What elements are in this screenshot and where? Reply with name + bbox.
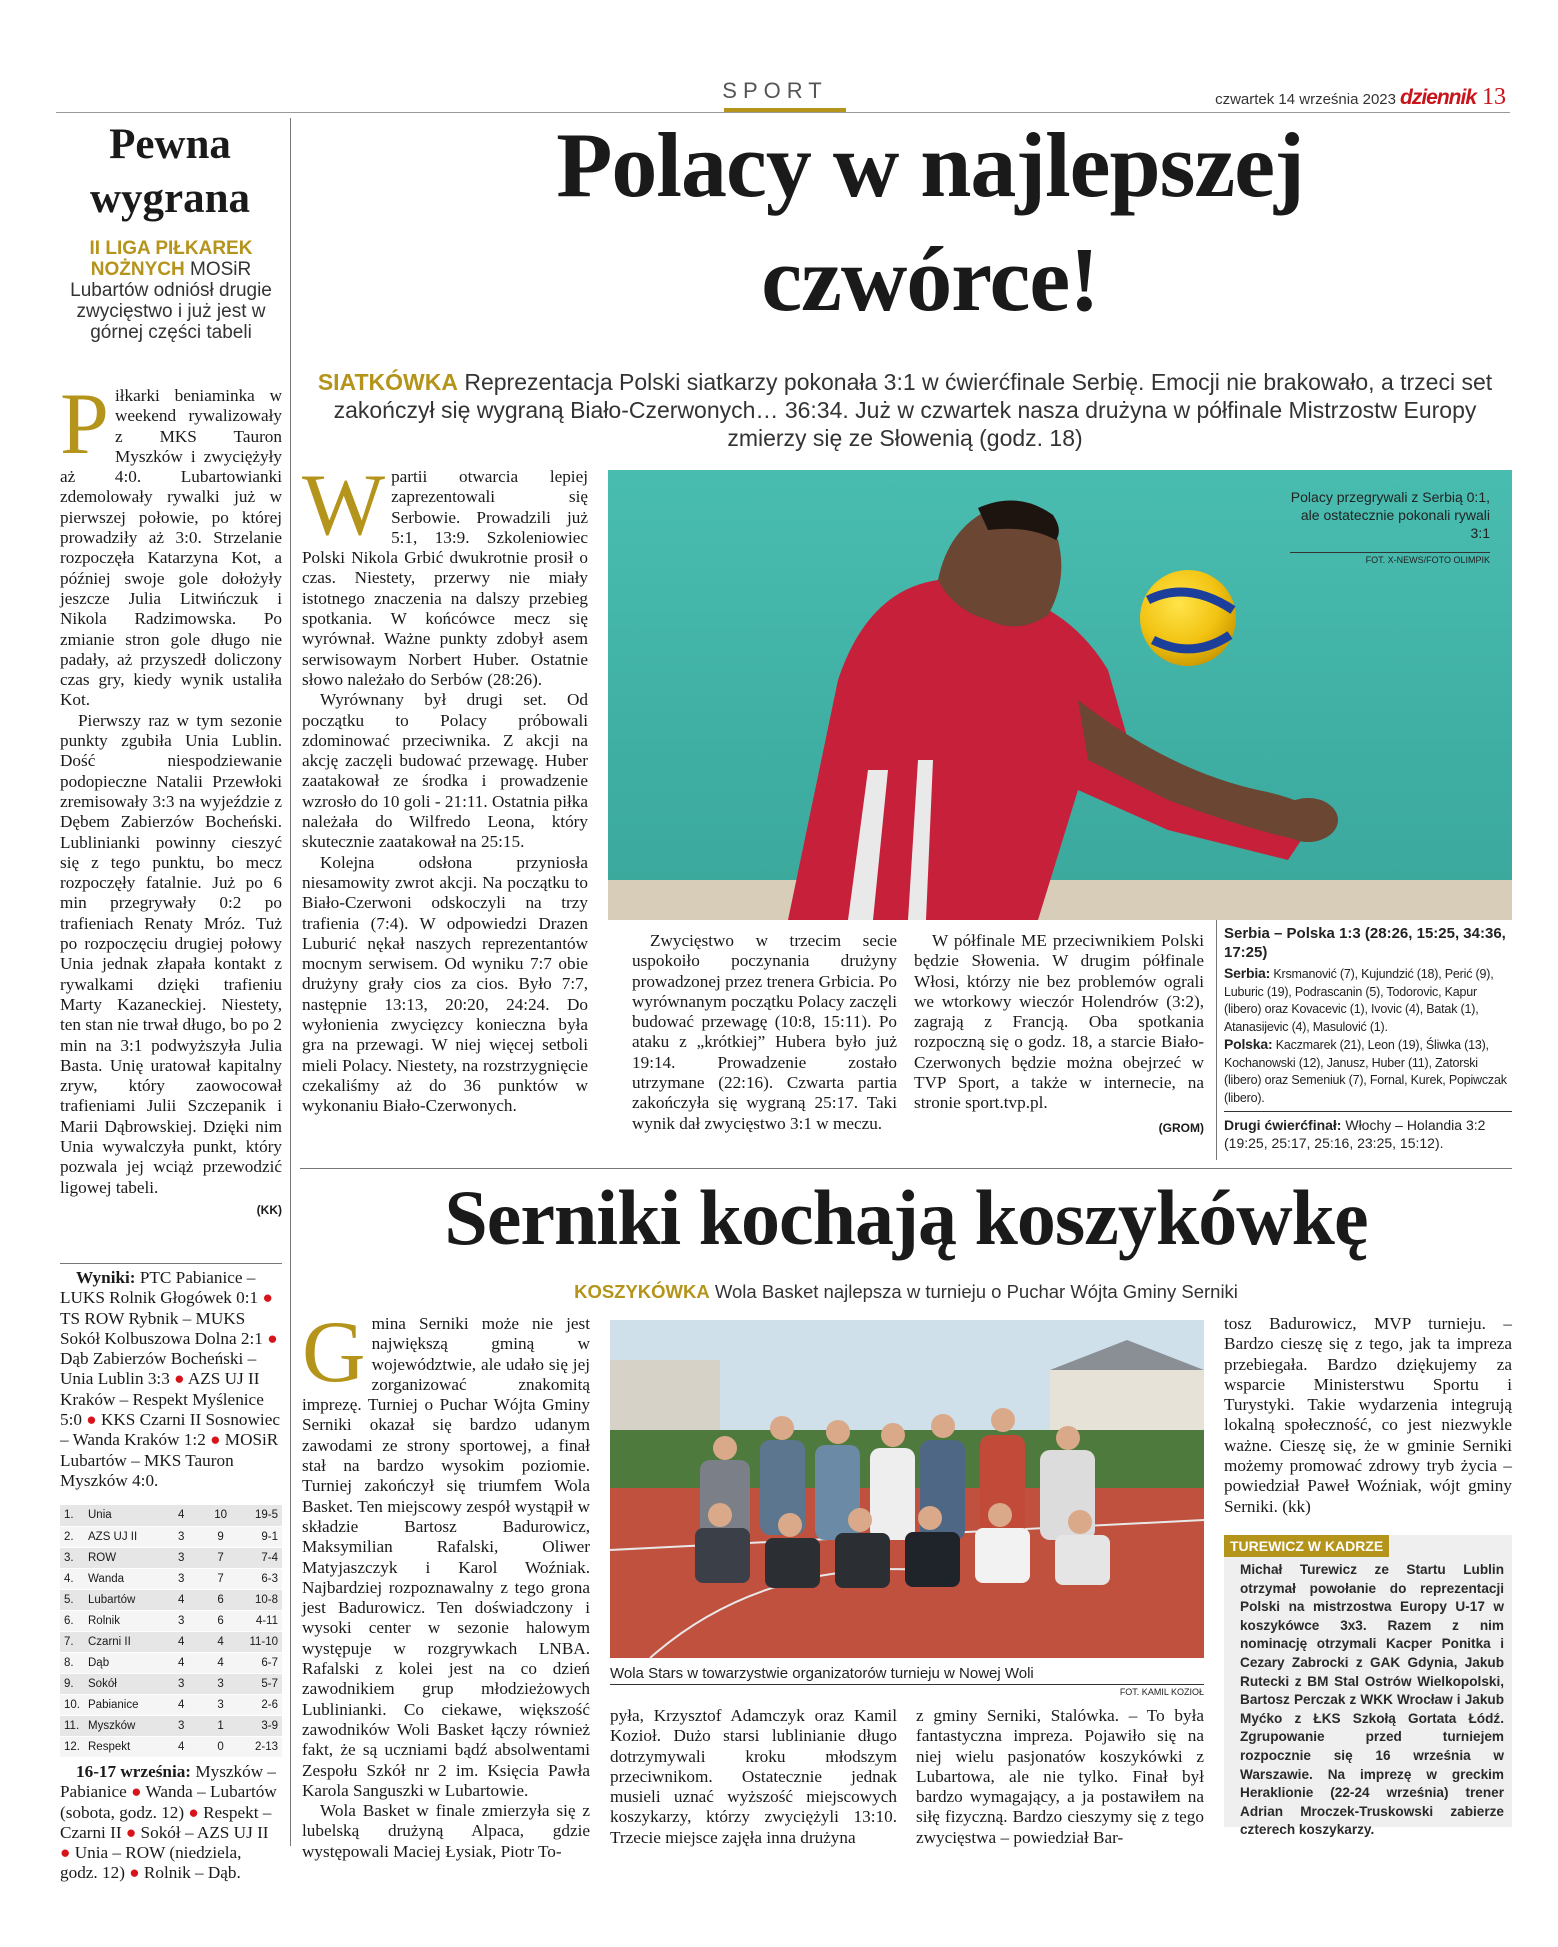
- left-headline: Pewna wygrana: [89, 121, 251, 222]
- table-cell: 3: [162, 1568, 201, 1589]
- bullet-icon: ●: [131, 1782, 142, 1802]
- basket-lead-text: Wola Basket najlepsza w turnieju o Puchar Wójta Gminy Serniki: [714, 1281, 1238, 1302]
- volley-signature: (GROM): [1158, 1120, 1204, 1135]
- basket-col2-p1: pyła, Krzysztof Adamczyk oraz Kamil Kozioł. Dużo starsi lublinianie długo dotrzymywali kroku młodszym przeciwnikom. Ostatecznie jednak musieli uznać wyższość miejscowych koszykarzy, którzy zwyciężyli 13:10. Trzecie miejsce zajęła inna drużyna: [610, 1706, 897, 1847]
- table-row: [60, 1652, 282, 1673]
- next-round: [60, 1762, 282, 1884]
- left-signature: (KK): [256, 1202, 282, 1217]
- fixture-0: Myszków – Pabianice: [60, 1762, 277, 1802]
- table-cell: 3: [201, 1694, 241, 1715]
- table-cell: 12.: [60, 1736, 84, 1757]
- left-kicker: II LIGA PIŁKAREK NOŻNYCH: [89, 238, 253, 280]
- fixture-2: Respekt – Czarni II: [60, 1802, 272, 1842]
- result-0: PTC Pabianice – LUKS Rolnik Głogówek 0:1: [60, 1268, 259, 1308]
- brand-logo: dziennik: [1400, 86, 1477, 109]
- left-article: [60, 376, 282, 1220]
- turewicz-box-title: TUREWICZ W KADRZE: [1224, 1535, 1389, 1557]
- table-cell: 19-5: [240, 1505, 282, 1526]
- turewicz-box: [1224, 1535, 1512, 1838]
- table-cell: 6: [201, 1610, 241, 1631]
- table-cell: 1.: [60, 1505, 84, 1526]
- table-cell: 2-13: [240, 1736, 282, 1757]
- table-cell: 6: [201, 1589, 241, 1610]
- table-row: [60, 1568, 282, 1589]
- table-cell: 10: [201, 1505, 241, 1526]
- volley-photo-caption: Polacy przegrywali z Serbią 0:1, ale ostatecznie pokonali rywali 3:1: [1290, 489, 1490, 541]
- fixture-5: Rolnik – Dąb.: [143, 1863, 241, 1883]
- table-cell: 7.: [60, 1631, 84, 1652]
- volley-col1-p3: Kolejna odsłona przyniosła niesamowity zwrot akcji. Na początku to Biało-Czerwoni odskoczyli na trzy trafienia (7:4). W odpowiedzi Drazen Luburić nękał naszych reprezentantów mocnym serwisem. Od wyniku 7:7 obie drużyny grały cios za cios. Było 7:7, następnie 13:13, 20:20, 24:24. Do wyłonienia zwycięzcy konieczna była gra na przewagi. W niej więcej setboli mieli Polacy. Niestety, na rozstrzygnięcie czekaliśmy aż do 36 punktów w wykonaniu Biało-Czerwonych.: [302, 852, 588, 1116]
- basket-col1-p2: Wola Basket w finale zmierzyła się z lubelską drużyną Alpaca, gdzie występowali Maciej Łysiak, Piotr To-: [302, 1801, 590, 1861]
- left-column-rule: [290, 118, 291, 1846]
- issue-date: czwartek 14 września 2023: [1215, 91, 1396, 108]
- table-cell: 3: [162, 1526, 201, 1547]
- basket-col3-p1: z gminy Serniki, Stalówka. – To była fantastyczna impreza. Pojawiło się na niej wielu pasjonatów koszykówki z Lubartowa, ale nie tylko. Finał był bardzo wymagający, a ja postawiłem na siłę fizyczną. Bardzo cieszymy się z tego zwycięstwa – powiedział Bar-: [916, 1706, 1204, 1847]
- table-cell: 10-8: [240, 1589, 282, 1610]
- table-row: [60, 1505, 282, 1526]
- table-row: [60, 1736, 282, 1757]
- bullet-icon: ●: [129, 1863, 140, 1883]
- table-cell: 4: [201, 1631, 241, 1652]
- basket-col4-p1: tosz Badurowicz, MVP turnieju. – Bardzo cieszę się z tego, jak ta impreza przebiegała. Bardzo dziękujemy za wsparcie Ministerstwu Sportu i Turystyki. Takie wydarzenia integrują lokalną społeczność, co jest niezwykle ważne. Cieszę się, że w gminie Serniki możemy promować zdrowy tryb życia – powiedział Paweł Woźniak, wójt gminy Serniki. (kk): [1224, 1314, 1512, 1516]
- table-cell: 3: [162, 1673, 201, 1694]
- table-cell: 6-7: [240, 1652, 282, 1673]
- table-cell: Sokół: [84, 1673, 162, 1694]
- table-row: [60, 1673, 282, 1694]
- results-label: Wyniki:: [76, 1268, 136, 1287]
- volley-headline: Polacy w najlepszej czwórce!: [556, 114, 1304, 330]
- table-cell: 7: [201, 1547, 241, 1568]
- qf-label: Drugi ćwierćfinał:: [1224, 1117, 1342, 1133]
- table-row: [60, 1610, 282, 1631]
- result-1: TS ROW Rybnik – MUKS Sokół Kolbuszowa Dolna 2:1: [60, 1308, 263, 1348]
- team-photo-image: [610, 1320, 1204, 1658]
- table-cell: 4-11: [240, 1610, 282, 1631]
- table-cell: 3: [201, 1673, 241, 1694]
- bullet-icon: ●: [188, 1802, 199, 1822]
- page-number: 13: [1482, 84, 1506, 110]
- volley-photo-credit: FOT. X-NEWS/FOTO OLIMPIK: [1365, 555, 1490, 565]
- table-cell: Lubartów: [84, 1589, 162, 1610]
- basket-photo-caption: Wola Stars w towarzystwie organizatorów turnieju w Nowej Woli: [610, 1665, 1034, 1682]
- left-lead: [60, 238, 282, 343]
- table-cell: 9.: [60, 1673, 84, 1694]
- table-cell: 4.: [60, 1568, 84, 1589]
- table-cell: 3: [162, 1547, 201, 1568]
- basket-caption-rule: [610, 1684, 1204, 1685]
- table-row: [60, 1631, 282, 1652]
- table-cell: 5.: [60, 1589, 84, 1610]
- volley-col-1: [302, 457, 588, 1117]
- table-cell: 4: [201, 1652, 241, 1673]
- table-row: [60, 1589, 282, 1610]
- table-cell: 6.: [60, 1610, 84, 1631]
- table-cell: 2-6: [240, 1694, 282, 1715]
- basket-drop-cap: G: [302, 1304, 366, 1401]
- bullet-icon: ●: [86, 1410, 97, 1430]
- score-title: Serbia – Polska 1:3 (28:26, 15:25, 34:36, 17:25): [1224, 925, 1506, 961]
- table-cell: 3.: [60, 1547, 84, 1568]
- left-paragraph-1: iłkarki beniaminka w weekend rywalizowały z MKS Tauron Myszków i zwyciężyły aż 4:0. Lubartowianki zdemolowały rywalki już w pierwszej połowie, po której prowadziły aż 3:0. Strzelanie rozpoczęła Katarzyna Kot, a później swoje gole dołożyły jeszcze Julia Litwińczuk i Nikola Radzimowska. Po zmianie stron gole długo nie padały, aż przyszedł doliczony czas gry, kiedy wynik ustaliła Kot.: [60, 386, 282, 710]
- basket-col-4: [1224, 1314, 1512, 1517]
- table-cell: Myszków: [84, 1715, 162, 1736]
- table-cell: 3: [162, 1610, 201, 1631]
- table-row: [60, 1715, 282, 1736]
- polska-lineup: Kaczmarek (21), Leon (19), Śliwka (13), Kochanowski (12), Janusz, Huber (11), Zatorski (libero) oraz Semeniuk (7), Fornal, Kurek, Popiwczak (libero).: [1224, 1038, 1507, 1105]
- basket-col-2: [610, 1706, 897, 1848]
- volley-col1-p2: Wyrównany był drugi set. Od początku to Polacy próbowali zdominować przeciwnika. Z akcji na akcję zaczęli budować przewagę. Huber zaatakował ze środka i prowadzenie wzrosło do 10 goli - 21:11. Ostatnia piłka należała do Wilfredo Leona, który skutecznie zaatakował na 25:15.: [302, 690, 588, 852]
- results-block: [60, 1268, 282, 1491]
- qf-result: Włochy – Holandia 3:2 (19:25, 25:17, 25:16, 23:25, 15:12).: [1224, 1117, 1486, 1151]
- result-3: AZS UJ II Kraków – Respekt Myślenice 5:0: [60, 1369, 264, 1430]
- left-kicker-2: MOSiR: [190, 259, 252, 280]
- bullet-icon: ●: [210, 1430, 221, 1450]
- table-cell: 0: [201, 1736, 241, 1757]
- volley-col-3: [914, 931, 1204, 1138]
- basket-kicker: KOSZYKÓWKA: [574, 1281, 710, 1302]
- caption-rule: [1290, 552, 1490, 553]
- table-cell: Czarni II: [84, 1631, 162, 1652]
- bullet-icon: ●: [262, 1288, 273, 1308]
- result-2: Dąb Zabierzów Bocheński – Unia Lublin 3:3: [60, 1349, 257, 1389]
- table-cell: 5-7: [240, 1673, 282, 1694]
- left-rule-2: [60, 1263, 282, 1264]
- table-cell: 9-1: [240, 1526, 282, 1547]
- table-row: [60, 1547, 282, 1568]
- basket-col-1: [302, 1304, 590, 1862]
- table-cell: 11.: [60, 1715, 84, 1736]
- table-cell: Unia: [84, 1505, 162, 1526]
- table-cell: 7: [201, 1568, 241, 1589]
- table-cell: 10.: [60, 1694, 84, 1715]
- table-cell: Respekt: [84, 1736, 162, 1757]
- result-5: MOSiR Lubartów – MKS Tauron Myszków 4:0.: [60, 1430, 279, 1490]
- table-cell: Wanda: [84, 1568, 162, 1589]
- basket-col-3: [916, 1706, 1204, 1848]
- table-row: [60, 1526, 282, 1547]
- table-cell: Rolnik: [84, 1610, 162, 1631]
- polska-label: Polska:: [1224, 1036, 1273, 1052]
- volley-kicker: SIATKÓWKA: [317, 369, 458, 395]
- table-cell: 4: [162, 1694, 201, 1715]
- volley-col1-p1: partii otwarcia lepiej zaprezentowali się Serbowie. Prowadzili już 5:1, 13:9. Szkoleniowiec Polski Nikola Grbić dwukrotnie prosił o czas. Niestety, przerwy nie miały istotnego znaczenia na dalszy przebieg spotkania. W końcówce mecz się wyrównał. Ważne punkty zdobył asem serwisowaym Norbert Huber. Ostatnie słowo należało do Serbów (28:26).: [302, 467, 588, 689]
- league-table: [60, 1505, 282, 1758]
- table-row: [60, 1694, 282, 1715]
- serbia-label: Serbia:: [1224, 965, 1271, 981]
- result-4: KKS Czarni II Sosnowiec – Wanda Kraków 1:2: [60, 1410, 280, 1450]
- table-cell: 3-9: [240, 1715, 282, 1736]
- volley-score-box: [1224, 924, 1512, 1152]
- table-cell: 4: [162, 1631, 201, 1652]
- table-cell: AZS UJ II: [84, 1526, 162, 1547]
- volley-col3-p1: W półfinale ME przeciwnikiem Polski będzie Słowenia. W drugim półfinale Włosi, którzy nie bez problemów ograli we wtorkowy wieczór Holendrów (3:2), zagrają z Francją. Oba spotkania rozpoczną się o godz. 18, a starcie Biało-Czerwonych będzie można obejrzeć w TVP Sport, a także w internecie, na stronie sport.tvp.pl.: [914, 931, 1204, 1113]
- table-cell: Dąb: [84, 1652, 162, 1673]
- basket-col1-p1: mina Serniki może nie jest największą gminą w województwie, ale udało się jej zorganizować znakomitą imprezę. Turniej o Puchar Wójta Gminy Serniki okazał się bardzo udanym zawodami ze strony sportowej, a finał stał na bardzo wysokim poziomie. Turniej zakończył się triumfem Wola Basket. Ten miejscowy zespół wystąpił w składzie Bartosz Badurowicz, Maksymilian Rafalski, Oliwer Matyjaszczyk i Karol Woźniak. Najbardziej rozpoznawalny z tego grona jest Badurowicz. Ten doświadczony i wysoki center w sezonie halowym występuje w rozgrywkach LNBA. Rafalski z kolei jest na co dzień zawodnikiem grup młodzieżowych Lublinianki. Co ciekawe, większość zawodników Woli Basket łączy również fakt, że są uczniami bądź absolwentami Zespołu Szkół nr 2 im. Księcia Pawła Karola Sanguszki w Lubartowie.: [302, 1314, 590, 1800]
- table-cell: 8.: [60, 1652, 84, 1673]
- volley-box-rule: [1216, 920, 1217, 1160]
- basket-photo: [610, 1320, 1204, 1658]
- table-cell: 6-3: [240, 1568, 282, 1589]
- table-cell: Pabianice: [84, 1694, 162, 1715]
- table-cell: 1: [201, 1715, 241, 1736]
- table-cell: 4: [162, 1652, 201, 1673]
- table-cell: ROW: [84, 1547, 162, 1568]
- basket-lead: [300, 1280, 1512, 1304]
- left-drop-cap: P: [60, 376, 109, 473]
- fixture-3: Sokół – AZS UJ II: [140, 1822, 269, 1842]
- bullet-icon: ●: [267, 1328, 278, 1348]
- volley-lead: [300, 368, 1510, 452]
- bullet-icon: ●: [60, 1843, 71, 1863]
- table-cell: 3: [162, 1715, 201, 1736]
- table-cell: 9: [201, 1526, 241, 1547]
- next-label: 16-17 września:: [76, 1762, 192, 1781]
- table-cell: 11-10: [240, 1631, 282, 1652]
- fixture-1: Wanda – Lubartów (sobota, godz. 12): [60, 1782, 277, 1822]
- left-paragraph-2: Pierwszy raz w tym sezonie punkty zgubiła Unia Lublin. Dość niespodziewanie podopieczne Natalii Przewłoki zremisowały 3:3 na wyjeździe z Dębem Zabierzów Bocheński. Lublinianki powinny cieszyć się z tego punktu, bo mecz rozpoczęły fatalnie. Już po 6 min przegrywały 0:2 po trafieniach Renaty Mróz. Tuż po rozpoczęciu drugiej połowy Unia jednak złapała kontakt z rywalkami dzięki trafieniu Marty Kazaneckiej. Niestety, ten stan nie trwał długo, bo po 2 min na 3:1 podwyższyła Julia Basta. Unię uratował kapitalny zryw, który zaowocował trafieniami Julii Szczepanik i Marii Dąbrowskiej. Dzięki nim Unia wywalczyła punkt, który pozwala jej wciąż przewodzić ligowej tabeli.: [60, 710, 282, 1197]
- left-lead-text: Lubartów odniósł drugie zwycięstwo i już jest w górnej części tabeli: [70, 280, 272, 343]
- volley-col2-p1: Zwycięstwo w trzecim secie uspokoiło poczynania drużyny prowadzonej przez trenera Grbicia. Po wyrównanym początku Polacy zaczęli budować przewagę (10:8, 15:11). Po ataku z „krótkiej” Hubera było już 19:14. Prowadzenie zostało utrzymane (22:16). Czwarta partia zakończyła się wygraną 25:17. Taki wynik dał zwycięstwo 3:1 w meczu.: [632, 931, 897, 1133]
- volley-lead-text: Reprezentacja Polski siatkarzy pokonała 3:1 w ćwierćfinale Serbię. Emocji nie brakowało, a trzeci set zakończył się wygraną Biało-Czerwonych… 36:34. Już w czwartek nasza drużyna w półfinale Mistrzostw Europy zmierzy się ze Słowenią (godz. 18): [333, 369, 1493, 451]
- volley-col-2: [632, 931, 897, 1134]
- table-cell: 4: [162, 1736, 201, 1757]
- section-label: SPORT: [722, 78, 828, 103]
- volley-drop-cap: W: [302, 457, 386, 554]
- table-cell: 4: [162, 1589, 201, 1610]
- fixture-4: Unia – ROW (niedziela, godz. 12): [60, 1843, 242, 1883]
- table-cell: 4: [162, 1505, 201, 1526]
- basket-photo-credit: FOT. KAMIL KOZIOŁ: [1119, 1687, 1204, 1697]
- serbia-lineup: Krsmanović (7), Kujundzić (18), Perić (9), Luburic (19), Podrascanin (5), Todorovic, Kapur (libero) oraz Kovacevic (1), Ivovic (4), Batak (1), Atanasijevic (4), Masulović (1).: [1224, 967, 1494, 1034]
- basket-headline: Serniki kochają koszykówkę: [444, 1174, 1368, 1261]
- bullet-icon: ●: [125, 1822, 137, 1842]
- turewicz-box-text: Michał Turewicz ze Startu Lublin otrzymał powołanie do reprezentacji Polski na mistrzostwa Europy U-17 w koszykówce 3x3. Razem z nim nominację otrzymali Kacper Ponitka i Cezary Zabrocki z GAK Gdynia, Jakub Rutecki z BM Stal Ostrów Wielkopolski, Bartosz Perczak z WKK Wrocław i Jakub Myćko z ŁKS Szkołą Gortata Łódź. Zgrupowanie przed turniejem rozpocznie się 16 września w Warszawie. Na imprezę w greckim Heraklionie (22-24 września) trener Adrian Mroczek-Truskowski zabierze czterech koszykarzy.: [1240, 1562, 1504, 1838]
- bullet-icon: ●: [174, 1369, 185, 1389]
- table-cell: 2.: [60, 1526, 84, 1547]
- table-cell: 7-4: [240, 1547, 282, 1568]
